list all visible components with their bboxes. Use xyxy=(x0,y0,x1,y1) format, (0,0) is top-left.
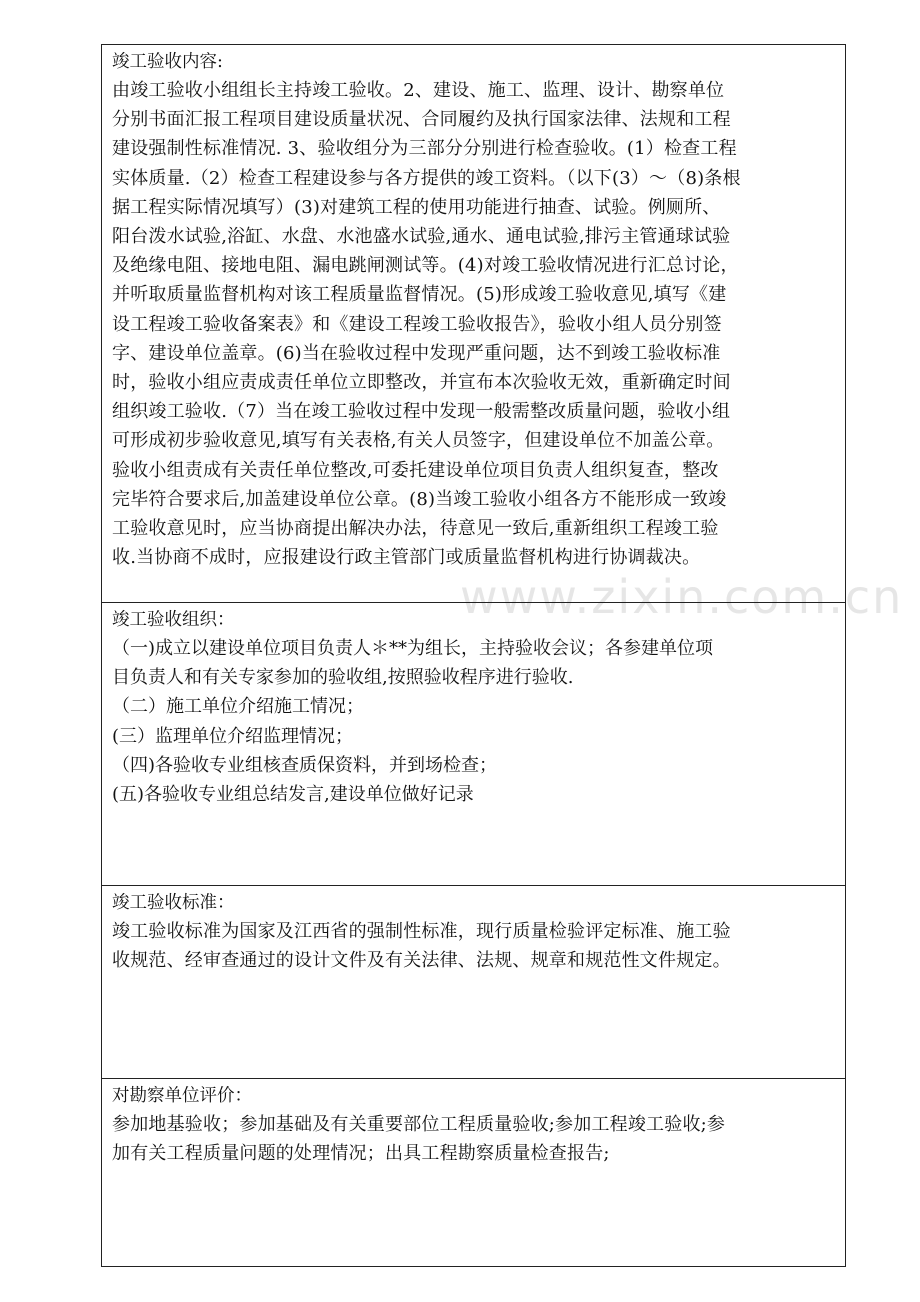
org-item-2: （二）施工单位介绍施工情况； xyxy=(112,696,364,718)
body-line: 由竣工验收小组组长主持竣工验收。2、建设、施工、监理、设计、勘察单位 xyxy=(112,80,725,101)
body-line: 及绝缘电阻、接地电阻、漏电跳闸测试等。(4)对竣工验收情况进行汇总讨论， xyxy=(112,255,739,277)
body-line: 目负责人和有关专家参加的验收组,按照验收程序进行验收. xyxy=(112,667,574,689)
body-line: 参加地基验收；参加基础及有关重要部位工程质量验收;参加工程竣工验收;参 xyxy=(112,1114,726,1135)
body-line: 实体质量.（2）检查工程建设参与各方提供的竣工资料。（以下(3）～（8)条根 xyxy=(112,167,741,189)
body-line: 组织竣工验收.（7）当在竣工验收过程中发现一般需整改质量问题，验收小组 xyxy=(112,401,731,423)
section-title: 对勘察单位评价： xyxy=(112,1086,252,1106)
body-line: 收规范、经审查通过的设计文件及有关法律、法规、规章和规范性文件规定。 xyxy=(112,950,731,972)
body-line: 据工程实际情况填写）(3)对建筑工程的使用功能进行抽查、试验。例厕所、 xyxy=(112,196,721,218)
org-item-3: (三）监理单位介绍监理情况； xyxy=(112,725,354,747)
body-line: 工验收意见时，应当协商提出解决办法，待意见一致后,重新组织工程竣工验 xyxy=(112,518,719,540)
body-line: 设工程竣工验收备案表》和《建设工程竣工验收报告》，验收小组人员分别签 xyxy=(112,313,722,335)
body-line: （一)成立以建设单位项目负责人＊**为组长，主持验收会议；各参建单位项 xyxy=(112,638,714,659)
section-body xyxy=(112,1110,837,1168)
org-item-1 xyxy=(112,634,837,692)
body-line: 分别书面汇报工程项目建设质量状况、合同履约及执行国家法律、法规和工程 xyxy=(112,109,731,131)
acceptance-form-table xyxy=(101,44,846,1267)
body-line: 阳台泼水试验,浴缸、水盘、水池盛水试验,通水、通电试验,排污主管通球试验 xyxy=(112,226,731,248)
body-line: 加有关工程质量问题的处理情况；出具工程勘察质量检查报告; xyxy=(112,1143,610,1165)
body-line: 时，验收小组应责成责任单位立即整改，并宣布本次验收无效，重新确定时间 xyxy=(112,372,731,394)
watermark: www.zixin.com.cn xyxy=(460,570,904,624)
body-line: 可形成初步验收意见,填写有关表格,有关人员签字，但建设单位不加盖公章。 xyxy=(112,430,725,452)
section-title: 竣工验收标准： xyxy=(112,893,235,913)
section-body xyxy=(112,76,837,572)
section-title: 竣工验收内容: xyxy=(112,52,223,72)
body-line: 建设强制性标准情况. 3、验收组分为三部分分别进行检查验收。(1）检查工程 xyxy=(112,138,737,160)
body-line: 验收小组责成有关责任单位整改,可委托建设单位项目负责人组织复查，整改 xyxy=(112,459,719,481)
section-title: 竣工验收组织： xyxy=(112,610,235,630)
body-line: 完毕符合要求后,加盖建设单位公章。(8)当竣工验收小组各方不能形成一致竣 xyxy=(112,488,727,510)
section-survey-evaluation xyxy=(102,1079,845,1266)
body-line: 收.当协商不成时，应报建设行政主管部门或质量监督机构进行协调裁决。 xyxy=(112,547,701,569)
section-acceptance-organization xyxy=(102,603,845,886)
org-item-5: (五)各验收专业组总结发言,建设单位做好记录 xyxy=(112,784,474,806)
section-acceptance-standard xyxy=(102,886,845,1079)
body-line: 并听取质量监督机构对该工程质量监督情况。(5)形成竣工验收意见,填写《建 xyxy=(112,284,727,306)
section-body xyxy=(112,917,837,975)
body-line: 字、建设单位盖章。(6)当在验收过程中发现严重问题，达不到竣工验收标准 xyxy=(112,342,721,364)
section-acceptance-content xyxy=(102,45,845,603)
org-item-4: （四)各验收专业组核查质保资料，并到场检查； xyxy=(112,754,498,776)
body-line: 竣工验收标准为国家及江西省的强制性标准，现行质量检验评定标准、施工验 xyxy=(112,921,731,942)
